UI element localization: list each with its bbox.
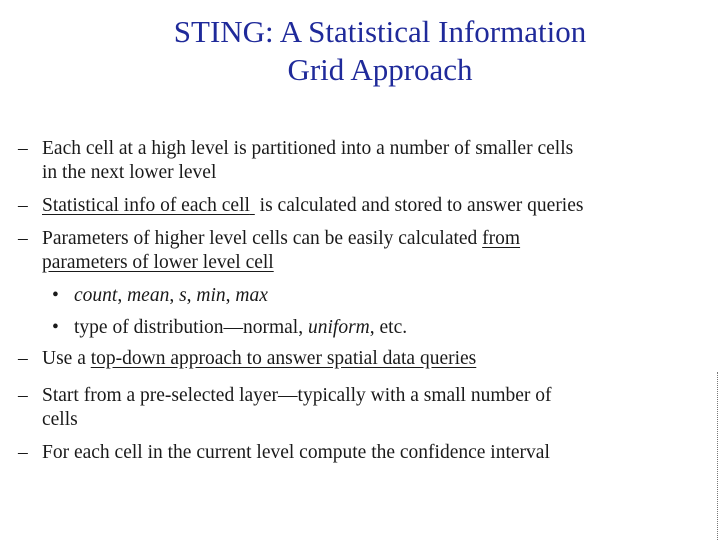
dash-marker: –: [18, 385, 28, 406]
item-text: [42, 194, 583, 218]
item-text: in the next lower level: [42, 162, 217, 183]
bullet-dot: •: [52, 285, 59, 306]
dash-marker: –: [18, 138, 28, 159]
plain-text: Parameters of higher level cells can be easily calculated: [42, 228, 478, 249]
item-text: count, mean, s, min, max: [74, 285, 268, 306]
underlined-text: parameters of lower level cell: [42, 252, 274, 273]
plain-text: is calculated and stored to answer queries: [259, 195, 584, 216]
item-text: For each cell in the current level compute the confidence interval: [42, 442, 550, 463]
item-text: cells: [42, 409, 78, 430]
dash-marker: –: [18, 195, 28, 216]
item-text: Each cell at a high level is partitioned into a number of smaller cells: [42, 138, 574, 159]
title-line-2: Grid Approach: [287, 52, 473, 87]
slide-title: [0, 13, 720, 89]
item-text: [42, 227, 520, 251]
dash-marker: –: [18, 348, 28, 369]
item-text: type of distribution—normal, uniform, etc.: [74, 317, 408, 338]
bullet-dot: •: [52, 317, 59, 338]
title-line-1: STING: A Statistical Information: [173, 14, 587, 49]
underlined-text: from: [482, 228, 521, 249]
dash-marker: –: [18, 442, 28, 463]
underlined-text: Statistical info of each cell: [42, 195, 250, 216]
item-text: Start from a pre-selected layer—typically with a small number of: [42, 385, 552, 406]
underlined-text: top-down approach to answer spatial data queries: [90, 348, 477, 369]
item-text: Use a top-down approach to answer spatial data queries: [42, 348, 477, 369]
dash-marker: –: [18, 228, 28, 249]
